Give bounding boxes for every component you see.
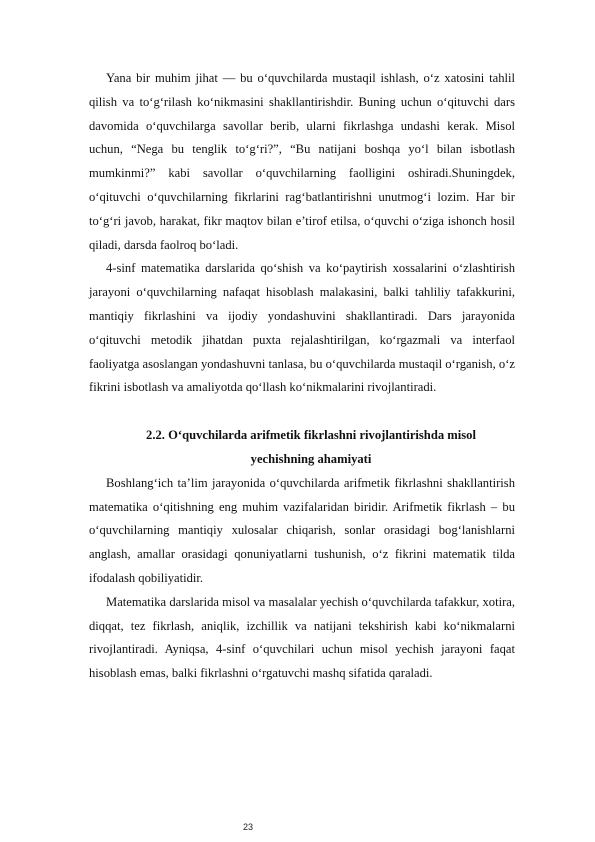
section-heading-line2: yechishning ahamiyati: [250, 451, 372, 466]
paragraph-independent-work: Yana bir muhim jihat — bu o‘quvchilarda mustaqil ishlash, o‘z xatosini tahlil qilish va to‘g‘rilash ko‘nikmasini shakllantirishdir. Buning uchun o‘qituvchi dars davomida o‘quvchilarga savollar berib, ularni fikrlashga undashi kerak. Misol uchun, “Nega bu tenglik to‘g‘ri?”, “Bu natijani boshqa yo‘l bilan isbotlash mumkinmi?” kabi savollar o‘quvchilarning faolligini oshiradi.Shuningdek, o‘qituvchi o‘quvchilarning fikrlarini rag‘batlantirishni unutmog‘i lozim. Har bir to‘g‘ri javob, harakat, fikr maqtov bilan e’tirof etilsa, o‘quvchi o‘ziga ishonch hosil qiladi, darsda faolroq bo‘ladi.: [89, 71, 515, 252]
document-page: [89, 67, 515, 686]
page-number: 23: [243, 822, 254, 832]
paragraph-properties-mastery: 4-sinf matematika darslarida qo‘shish va ko‘paytirish xossalarini o‘zlashtirish jarayoni o‘quvchilarning nafaqat hisoblash malakasini, balki tahliliy tafakkurini, mantiqiy fikrlashini va ijodiy yondashuvini shakllantiradi. Dars jarayonida o‘qituvchi metodik jihatdan puxta rejalashtirilgan, ko‘rgazmali va interfaol faoliyatga asoslangan yondashuvni tanlasa, bu o‘quvchilarda mustaqil o‘rganish, o‘z fikrini isbotlash va amaliyotda qo‘llash ko‘nikmalarini rivojlantiradi.: [89, 261, 515, 395]
section-gap: [89, 400, 515, 424]
section-heading-line1: 2.2. O‘quvchilarda arifmetik fikrlashni rivojlantirishda misol: [146, 428, 476, 443]
paragraph-arithmetic-thinking: Boshlang‘ich ta’lim jarayonida o‘quvchilarda arifmetik fikrlashni shakllantirish matematika o‘qitishning eng muhim vazifalaridan biridir. Arifmetik fikrlash – bu o‘quvchilarning mantiqiy xulosalar chiqarish, sonlar orasidagi bog‘lanishlarni anglash, amallar orasidagi qonuniyatlarni tushunish, o‘z fikrini matematik tilda ifodalash qobiliyatidir.: [89, 475, 515, 585]
section-heading: [89, 424, 515, 472]
paragraph-problem-solving: Matematika darslarida misol va masalalar yechish o‘quvchilarda tafakkur, xotira, diqqat, tez fikrlash, aniqlik, izchillik va natijani tekshirish kabi ko‘nikmalarni rivojlantiradi. Ayniqsa, 4-sinf o‘quvchilari uchun misol yechish jarayoni faqat hisoblash emas, balki fikrlashni o‘rgatuvchi mashq sifatida qaraladi.: [89, 594, 515, 681]
